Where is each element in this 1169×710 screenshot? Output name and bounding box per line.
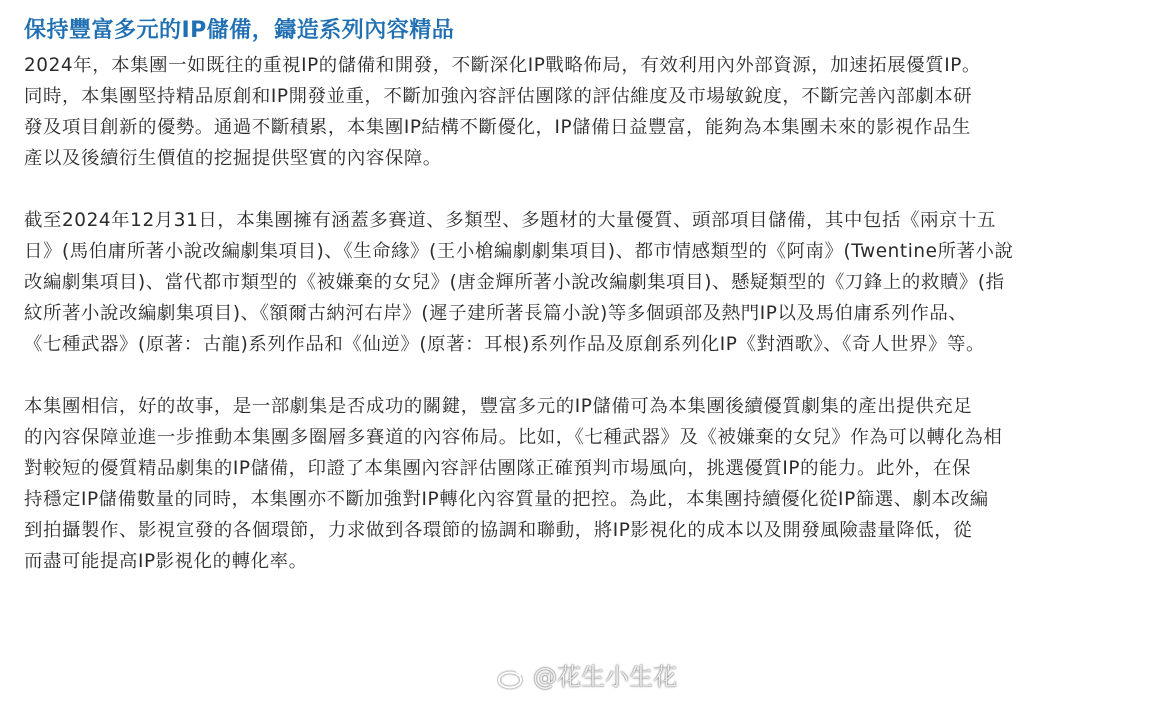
text-line: 持穩定IP儲備數量的同時，本集團亦不斷加強對IP轉化內容質量的把控。為此，本集團持續優化從IP篩選、劇本改編 bbox=[24, 489, 989, 510]
text-line: 發及項目創新的優勢。通過不斷積累，本集團IP結構不斷優化，IP儲備日益豐富，能夠為本集團未來的影視作品生 bbox=[24, 117, 971, 138]
text-line: 同時，本集團堅持精品原創和IP開發並重，不斷加強內容評估團隊的評估維度及市場敏銳度，不斷完善內部劇本研 bbox=[24, 86, 973, 107]
text-line: 改編劇集項目)、當代都市類型的《被嫌棄的女兒》(唐金輝所著小說改編劇集項目)、懸疑類型的《刀鋒上的救贖》(指 bbox=[24, 272, 1005, 293]
section-heading: 保持豐富多元的IP儲備，鑄造系列內容精品 bbox=[24, 18, 455, 43]
text-line: 本集團相信，好的故事，是一部劇集是否成功的關鍵，豐富多元的IP儲備可為本集團後續優質劇集的產出提供充足 bbox=[24, 396, 973, 417]
text-line: 對較短的優質精品劇集的IP儲備，印證了本集團內容評估團隊正確預判市場風向，挑選優質IP的能力。此外，在保 bbox=[24, 458, 971, 479]
text-line: 日》(馬伯庸所著小說改編劇集項目)、《生命緣》(王小槍編劇劇集項目)、都市情感類型的《阿南》(Twentine所著小說 bbox=[24, 241, 1014, 262]
text-line: 產以及後續衍生價值的挖掘提供堅實的內容保障。 bbox=[24, 148, 442, 169]
text-line: 《七種武器》(原著：古龍)系列作品和《仙逆》(原著：耳根)系列作品及原創系列化IP《對酒歌》、《奇人世界》等。 bbox=[24, 334, 985, 355]
paragraph-ip-strategy bbox=[24, 50, 1152, 174]
text-line: 紋所著小說改編劇集項目)、《額爾古納河右岸》(遲子建所著長篇小說)等多個頭部及熱門IP以及馬伯庸系列作品、 bbox=[24, 303, 968, 324]
paragraph-spacer bbox=[24, 360, 1152, 391]
text-line: 截至2024年12月31日，本集團擁有涵蓋多賽道、多類型、多題材的大量優質、頭部項目儲備，其中包括《兩京十五 bbox=[24, 210, 996, 231]
text-line: 到拍攝製作、影視宣發的各個環節，力求做到各環節的協調和聯動，將IP影視化的成本以及開發風險盡量降低，從 bbox=[24, 520, 973, 541]
watermark-text: @花生小生花 bbox=[533, 663, 677, 691]
weibo-icon bbox=[497, 664, 527, 690]
text-line: 的內容保障並進一步推動本集團多圈層多賽道的內容佈局。比如，《七種武器》及《被嫌棄的女兒》作為可以轉化為相 bbox=[24, 427, 1003, 448]
document-page bbox=[24, 14, 1152, 577]
paragraph-ip-reserve bbox=[24, 205, 1152, 360]
paragraph-spacer bbox=[24, 174, 1152, 205]
weibo-watermark bbox=[497, 662, 677, 692]
paragraph-story-belief bbox=[24, 391, 1152, 577]
text-line: 而盡可能提高IP影視化的轉化率。 bbox=[24, 551, 308, 572]
text-line: 2024年，本集團一如既往的重視IP的儲備和開發，不斷深化IP戰略佈局，有效利用內外部資源，加速拓展優質IP。 bbox=[24, 55, 981, 76]
